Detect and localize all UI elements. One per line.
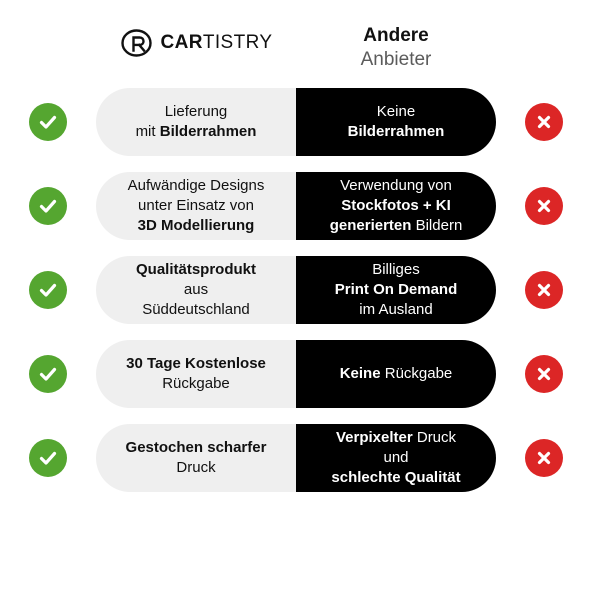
row-check-cell (0, 355, 96, 393)
row4-left-line1-bold: 30 Tage Kostenlose (126, 354, 266, 372)
row1-left-line2-bold: Bilderrahmen (159, 123, 257, 140)
cross-icon (525, 103, 563, 141)
row2-left-line1: Aufwändige Designs (127, 176, 265, 194)
row5-right-line1-bold: Verpixelter (335, 428, 413, 446)
row-pill (96, 172, 496, 240)
brand-name (161, 32, 273, 54)
cartistry-cell (96, 424, 296, 492)
row3-right-line1: Billiges (372, 260, 420, 278)
cartistry-monogram-icon (120, 28, 154, 58)
other-cell (296, 340, 496, 408)
other-cell (296, 172, 496, 240)
check-icon (29, 187, 67, 225)
row4-right-line1-bold: Keine (339, 364, 381, 382)
comparison-rows (0, 72, 600, 500)
row-check-cell (0, 439, 96, 477)
row4-right-line1-normal: Rückgabe (380, 364, 453, 382)
row-pill (96, 256, 496, 324)
row2-left-line2: unter Einsatz von (138, 196, 254, 214)
row-pill (96, 424, 496, 492)
other-cell-text (348, 102, 445, 143)
cartistry-cell (96, 256, 296, 324)
row-check-cell (0, 103, 96, 141)
row-check-cell (0, 187, 96, 225)
row-cross-cell (496, 271, 592, 309)
row-check-cell (0, 271, 96, 309)
other-cell (296, 88, 496, 156)
cross-icon (525, 271, 563, 309)
row3-left-line2: aus (183, 280, 209, 298)
row3-left-line1-bold: Qualitätsprodukt (135, 260, 256, 278)
other-cell (296, 424, 496, 492)
row5-right-line1-normal: Druck (412, 428, 457, 446)
cartistry-cell-text (136, 260, 256, 321)
row5-left-line2: Druck (176, 459, 216, 476)
row5-left-line1-bold: Gestochen scharfer (125, 438, 267, 456)
row-cross-cell (496, 355, 592, 393)
row1-right-line2-bold: Bilderrahmen (347, 123, 445, 140)
table-row (0, 80, 600, 164)
other-cell-text (330, 176, 463, 237)
cartistry-cell (96, 340, 296, 408)
brand-column-header (96, 22, 296, 58)
row5-right-line3-bold: schlechte Qualität (331, 469, 461, 487)
row5-right-line2: und (383, 448, 409, 466)
other-cell (296, 256, 496, 324)
cross-icon (525, 355, 563, 393)
other-subtitle: Anbieter (360, 48, 432, 70)
other-title: Andere (363, 25, 429, 46)
brand-name-light: TISTRY (202, 32, 273, 53)
cartistry-cell-text (136, 102, 257, 143)
row-cross-cell (496, 103, 592, 141)
cartistry-cell (96, 88, 296, 156)
row1-left-line2-normal: mit (135, 123, 160, 140)
check-icon (29, 355, 67, 393)
check-icon (29, 271, 67, 309)
other-cell-text (340, 364, 453, 384)
cartistry-cell-text (126, 354, 266, 395)
row2-right-line3-normal: Bildern (411, 217, 463, 235)
cartistry-cell-text (126, 438, 267, 479)
row2-left-line3-bold: 3D Modellierung (137, 217, 255, 235)
row3-left-line3: Süddeutschland (142, 301, 250, 319)
row3-right-line3: im Ausland (359, 301, 433, 319)
other-cell-text (331, 428, 460, 489)
brand-name-bold: CAR (160, 32, 203, 53)
row2-right-line3-bold: generierten (329, 217, 412, 235)
cross-icon (525, 187, 563, 225)
row3-right-line2-bold: Print On Demand (334, 280, 458, 298)
table-row (0, 332, 600, 416)
table-row (0, 164, 600, 248)
row-cross-cell (496, 187, 592, 225)
row-cross-cell (496, 439, 592, 477)
row1-right-line1: Keine (376, 102, 416, 120)
brand-logo (120, 28, 273, 58)
table-row (0, 416, 600, 500)
cross-icon (525, 439, 563, 477)
cartistry-cell (96, 172, 296, 240)
row2-right-line2-bold: Stockfotos + KI (341, 196, 451, 214)
table-row (0, 248, 600, 332)
row4-left-line2: Rückgabe (162, 375, 230, 392)
other-cell-text (335, 260, 458, 321)
check-icon (29, 439, 67, 477)
cartistry-cell-text (128, 176, 265, 237)
other-column-header (296, 22, 496, 72)
row1-left-line1: Lieferung (164, 102, 228, 120)
row2-right-line1: Verwendung von (340, 176, 452, 194)
comparison-header (0, 0, 600, 72)
row-pill (96, 88, 496, 156)
row-pill (96, 340, 496, 408)
check-icon (29, 103, 67, 141)
